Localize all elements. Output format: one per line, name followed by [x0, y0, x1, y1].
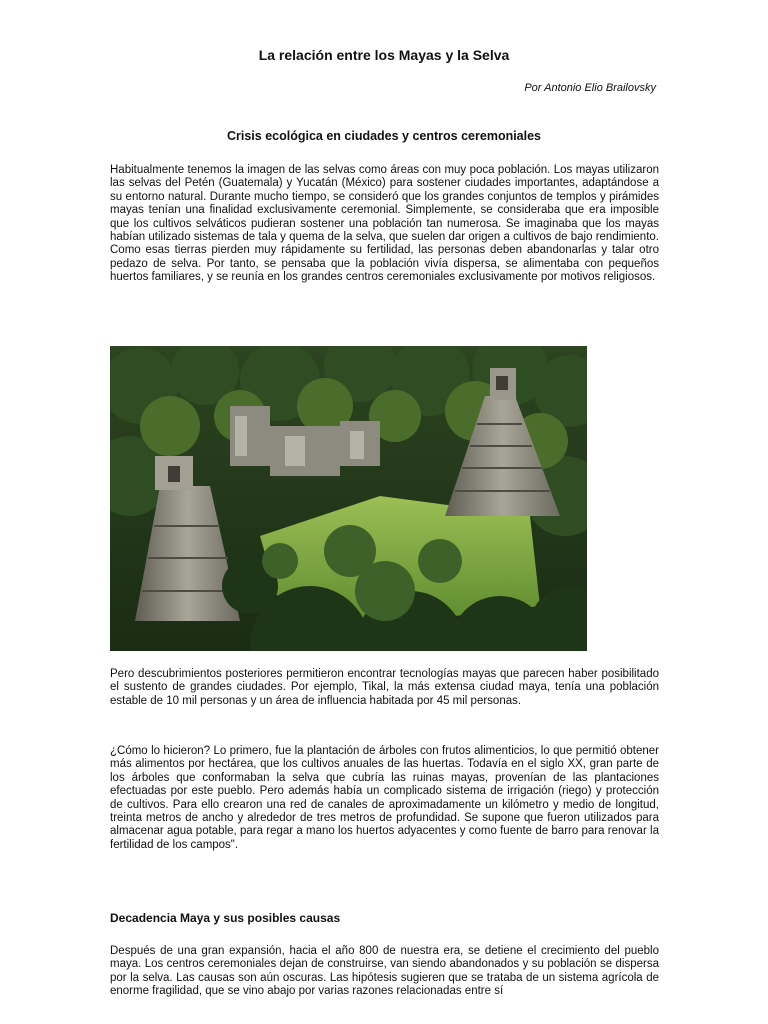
paragraph-intro: Habitualmente tenemos la imagen de las selvas como áreas con muy poca población. Los mayas utilizaron las selvas del Petén (Guatemala) y Yucatán (México) para sostener ciudades importantes, adaptándose a su entorno natural. Durante mucho tiempo, se consideró que los grandes conjuntos de templos y pirámides mayas tenían una finalidad exclusivamente ceremonial. Simplemente, se consideraba que era imposible que los cultivos selváticos pudieran sostener una población tan numerosa. Se imaginaba que los mayas habían utilizado sistemas de tala y quema de la selva, que suelen dar origen a cultivos de bajo rendimiento. Como esas tierras pierden muy rápidamente su fertilidad, las personas deben abandonarlas y talar otro pedazo de selva. Por tanto, se pensaba que la población vivía dispersa, se alimentaba con pequeños huertos familiares, y se reunía en los grandes centros ceremoniales exclusivamente por motivos religiosos.: [110, 164, 659, 284]
tikal-ruins-photo: [110, 346, 587, 651]
paragraph-discoveries: Pero descubrimientos posteriores permitieron encontrar tecnologías mayas que parecen haber posibilitado el sustento de grandes ciudades. Por ejemplo, Tikal, la más extensa ciudad maya, tenía una población estable de 10 mil personas y un área de influencia habitada por 45 mil personas.: [110, 668, 659, 707]
section-heading-decadencia: Decadencia Maya y sus posibles causas: [110, 911, 341, 925]
paragraph-decline: Después de una gran expansión, hacia el año 800 de nuestra era, se detiene el crecimiento del pueblo maya. Los centros ceremoniales dejan de construirse, van siendo abandonados y su población se dispersa por la selva. Las causas son aún oscuras. Las hipótesis sugieren que se trataba de un sistema agrícola de enorme fragilidad, que se vino abajo por varias razones relacionadas entre sí: [110, 945, 659, 998]
section-heading-crisis: Crisis ecológica en ciudades y centros ceremoniales: [226, 129, 542, 143]
paragraph-how-they-did-it: ¿Cómo lo hicieron? Lo primero, fue la plantación de árboles con frutos alimenticios, lo que permitió obtener más alimentos por hectárea, que los cultivos anuales de las huertas. Todavía en el siglo XX, gran parte de los árboles que conformaban la selva que cubría las ruinas mayas, provenían de las plantaciones efectuadas por este pueblo. Pero además había un complicado sistema de irrigación (riego) y protección de cultivos. Para ello crearon una red de canales de aproximadamente un kilómetro y medio de longitud, treinta metros de ancho y alrededor de tres metros de profundidad. Se supone que fueron utilizados para almacenar agua potable, para regar a mano los huertos adyacentes y como fuente de barro para renovar la fertilidad de los campos".: [110, 745, 659, 851]
document-title: La relación entre los Mayas y la Selva: [258, 47, 510, 63]
document-author: Por Antonio Elio Brailovsky: [524, 82, 656, 94]
